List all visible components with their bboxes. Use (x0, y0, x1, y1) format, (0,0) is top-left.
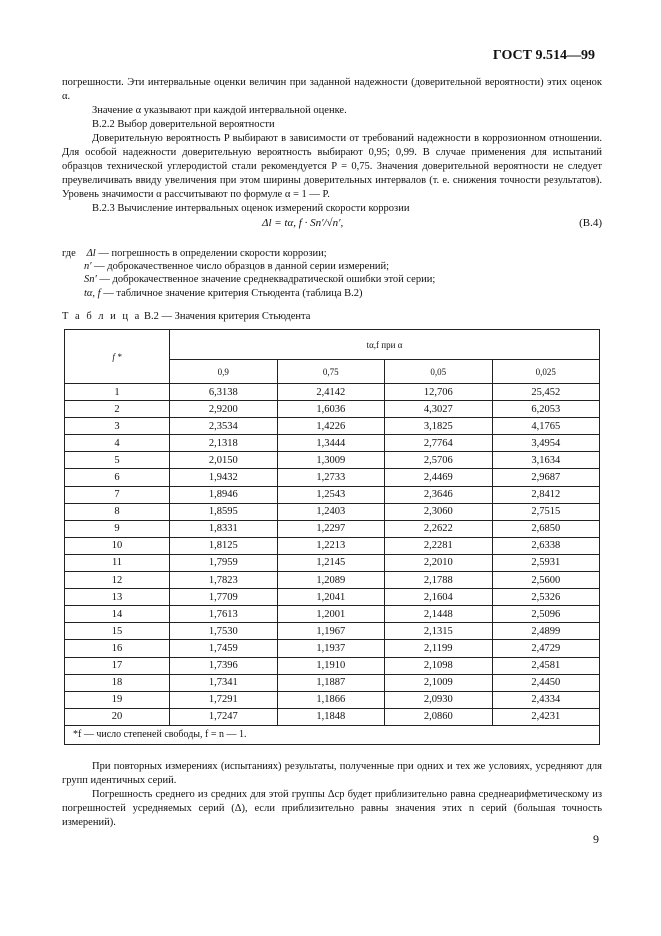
cell-f: 14 (65, 606, 170, 623)
cell-value: 1,7291 (170, 691, 278, 708)
student-criterion-table (64, 329, 600, 745)
paragraph-alpha: Значение α указывают при каждой интервальной оценке. (92, 105, 347, 116)
cell-value: 2,8412 (492, 486, 600, 503)
cell-value: 1,2543 (277, 486, 385, 503)
cell-f: 5 (65, 452, 170, 469)
cell-f: 17 (65, 657, 170, 674)
intro-text (62, 76, 602, 216)
table-caption (62, 311, 310, 322)
cell-value: 2,4899 (492, 623, 600, 640)
cell-value: 1,1887 (277, 674, 385, 691)
cell-f: 7 (65, 486, 170, 503)
document-header: ГОСТ 9.514—99 (492, 48, 595, 63)
table-row (65, 623, 600, 640)
cell-value: 2,4581 (492, 657, 600, 674)
cell-value: 1,2145 (277, 554, 385, 571)
table-row (65, 708, 600, 725)
table-row (65, 520, 600, 537)
cell-f: 2 (65, 401, 170, 418)
cell-value: 2,3060 (385, 503, 493, 520)
cell-value: 12,706 (385, 384, 493, 401)
cell-value: 4,1765 (492, 418, 600, 435)
closing-text (62, 760, 602, 830)
cell-value: 2,4729 (492, 640, 600, 657)
definition-symbol: Sn′ (84, 274, 97, 286)
cell-value: 2,4469 (385, 469, 493, 486)
cell-value: 2,1199 (385, 640, 493, 657)
cell-f: 15 (65, 623, 170, 640)
cell-value: 2,2010 (385, 554, 493, 571)
cell-value: 2,1318 (170, 435, 278, 452)
cell-value: 2,3534 (170, 418, 278, 435)
table-caption-prefix: Т а б л и ц а (62, 311, 142, 322)
cell-f: 13 (65, 589, 170, 606)
cell-value: 1,7341 (170, 674, 278, 691)
cell-value: 2,1315 (385, 623, 493, 640)
cell-value: 2,5706 (385, 452, 493, 469)
cell-value: 1,8946 (170, 486, 278, 503)
cell-value: 3,1634 (492, 452, 600, 469)
definition-item (62, 260, 435, 273)
table-row (65, 589, 600, 606)
cell-value: 2,4142 (277, 384, 385, 401)
cell-f: 16 (65, 640, 170, 657)
cell-f: 20 (65, 708, 170, 725)
table-row (65, 606, 600, 623)
paragraph-mean-error: Погрешность среднего из средних для этой группы Δср будет приблизительно равна среднеарифметическому из погрешностей усредняемых серий (Δ), если приблизительно равны значения этих n серий (большая точность измерений). (62, 789, 602, 828)
cell-value: 1,7247 (170, 708, 278, 725)
cell-value: 2,1788 (385, 572, 493, 589)
cell-value: 2,1098 (385, 657, 493, 674)
cell-f: 19 (65, 691, 170, 708)
cell-value: 1,7613 (170, 606, 278, 623)
column-header-alpha: 0,05 (385, 360, 493, 384)
cell-value: 2,1604 (385, 589, 493, 606)
definition-prefix: где (62, 248, 76, 259)
cell-value: 2,4450 (492, 674, 600, 691)
cell-value: 2,0860 (385, 708, 493, 725)
cell-value: 1,1910 (277, 657, 385, 674)
section-heading-b22: В.2.2 Выбор доверительной вероятности (92, 119, 275, 130)
cell-value: 2,5326 (492, 589, 600, 606)
cell-value: 1,7823 (170, 572, 278, 589)
table-row (65, 657, 600, 674)
table-row (65, 640, 600, 657)
cell-value: 2,5931 (492, 554, 600, 571)
cell-value: 1,7530 (170, 623, 278, 640)
cell-value: 2,7764 (385, 435, 493, 452)
cell-value: 2,6338 (492, 537, 600, 554)
cell-f: 6 (65, 469, 170, 486)
cell-value: 1,2733 (277, 469, 385, 486)
column-header-alpha: 0,75 (277, 360, 385, 384)
cell-value: 1,1937 (277, 640, 385, 657)
table-row (65, 674, 600, 691)
cell-value: 1,7396 (170, 657, 278, 674)
definition-item (62, 287, 435, 300)
cell-value: 2,4334 (492, 691, 600, 708)
table-row (65, 691, 600, 708)
cell-value: 1,7959 (170, 554, 278, 571)
cell-f: 8 (65, 503, 170, 520)
cell-value: 1,2213 (277, 537, 385, 554)
table-row (65, 401, 600, 418)
definition-text: — доброкачественное число образцов в данной серии измерений; (94, 261, 390, 273)
cell-value: 1,3009 (277, 452, 385, 469)
cell-value: 1,8125 (170, 537, 278, 554)
cell-value: 1,7459 (170, 640, 278, 657)
definition-symbol: n′ (84, 261, 92, 273)
table-row (65, 572, 600, 589)
cell-value: 1,2001 (277, 606, 385, 623)
cell-f: 3 (65, 418, 170, 435)
formula-b4 (62, 217, 602, 235)
definition-item (62, 247, 435, 260)
formula-number: (В.4) (579, 217, 602, 229)
cell-value: 1,2089 (277, 572, 385, 589)
cell-value: 2,2622 (385, 520, 493, 537)
column-header-alpha: 0,9 (170, 360, 278, 384)
cell-value: 2,9200 (170, 401, 278, 418)
table-row (65, 418, 600, 435)
table-body (65, 384, 600, 726)
cell-value: 2,4231 (492, 708, 600, 725)
cell-value: 3,1825 (385, 418, 493, 435)
table-footnote: *f — число степеней свободы, f = n — 1. (65, 725, 600, 744)
table-row (65, 503, 600, 520)
column-header-f: f * (65, 330, 170, 384)
table-row (65, 435, 600, 452)
cell-value: 1,4226 (277, 418, 385, 435)
definition-text: — погрешность в определении скорости коррозии; (98, 248, 327, 259)
cell-value: 1,9432 (170, 469, 278, 486)
cell-f: 12 (65, 572, 170, 589)
table-row (65, 452, 600, 469)
column-group-header: tα,f при α (170, 330, 600, 360)
cell-f: 9 (65, 520, 170, 537)
cell-value: 2,6850 (492, 520, 600, 537)
cell-value: 4,3027 (385, 401, 493, 418)
cell-value: 2,3646 (385, 486, 493, 503)
formula-expression: Δl = tα, f · Sn′/√n′, (262, 217, 344, 229)
definition-text: — табличное значение критерия Стьюдента (таблица В.2) (103, 287, 363, 299)
cell-value: 2,1448 (385, 606, 493, 623)
cell-value: 1,8595 (170, 503, 278, 520)
cell-value: 1,3444 (277, 435, 385, 452)
cell-value: 1,6036 (277, 401, 385, 418)
cell-value: 1,2403 (277, 503, 385, 520)
definitions-list (62, 247, 435, 300)
paragraph-repeated-measurements: При повторных измерениях (испытаниях) результаты, полученные при одних и тех же условиях, усредняют для групп идентичных серий. (62, 761, 602, 786)
cell-value: 1,2041 (277, 589, 385, 606)
cell-value: 1,8331 (170, 520, 278, 537)
paragraph-confidence: Доверительную вероятность P выбирают в зависимости от требований надежности в коррозионном отношении. Для особой надежности доверительную вероятность выбирают 0,95; 0,99. В случае применения для испытаний образцов технической углеродистой стали рекомендуется P = 0,75. Значения доверительной вероятности не следует преувеличивать ввиду увеличения при этом ширины доверительных интервалов (т. е. снижения точности результатов). Уровень значимости α рассчитывают по формуле α = 1 — P. (62, 133, 602, 200)
cell-value: 2,7515 (492, 503, 600, 520)
cell-value: 2,5096 (492, 606, 600, 623)
cell-value: 1,2297 (277, 520, 385, 537)
cell-value: 2,1009 (385, 674, 493, 691)
section-heading-b23: В.2.3 Вычисление интервальных оценок измерений скорости коррозии (92, 203, 410, 214)
cell-f: 1 (65, 384, 170, 401)
definition-symbol: tα, f (84, 287, 101, 299)
table-row (65, 384, 600, 401)
page-number: 9 (593, 832, 599, 846)
definition-item (62, 273, 435, 286)
cell-f: 11 (65, 554, 170, 571)
cell-value: 6,2053 (492, 401, 600, 418)
cell-f: 10 (65, 537, 170, 554)
cell-value: 3,4954 (492, 435, 600, 452)
cell-value: 2,0150 (170, 452, 278, 469)
table-caption-title: В.2 — Значения критерия Стьюдента (143, 311, 311, 322)
cell-value: 2,2281 (385, 537, 493, 554)
cell-f: 4 (65, 435, 170, 452)
definition-symbol: Δl (86, 248, 96, 259)
cell-value: 2,5600 (492, 572, 600, 589)
cell-value: 6,3138 (170, 384, 278, 401)
cell-value: 25,452 (492, 384, 600, 401)
cell-value: 1,7709 (170, 589, 278, 606)
column-header-alpha: 0,025 (492, 360, 600, 384)
definition-text: — доброкачественное значение среднеквадратической ошибки этой серии; (99, 274, 436, 286)
cell-value: 1,1848 (277, 708, 385, 725)
paragraph-continuation: погрешности. Эти интервальные оценки величин при заданной надежности (доверительной вероятности) этих оценок α. (62, 77, 602, 102)
cell-value: 1,1967 (277, 623, 385, 640)
cell-value: 2,9687 (492, 469, 600, 486)
table-row (65, 537, 600, 554)
table-row (65, 469, 600, 486)
table-row (65, 486, 600, 503)
cell-f: 18 (65, 674, 170, 691)
cell-value: 1,1866 (277, 691, 385, 708)
cell-value: 2,0930 (385, 691, 493, 708)
table-row (65, 554, 600, 571)
